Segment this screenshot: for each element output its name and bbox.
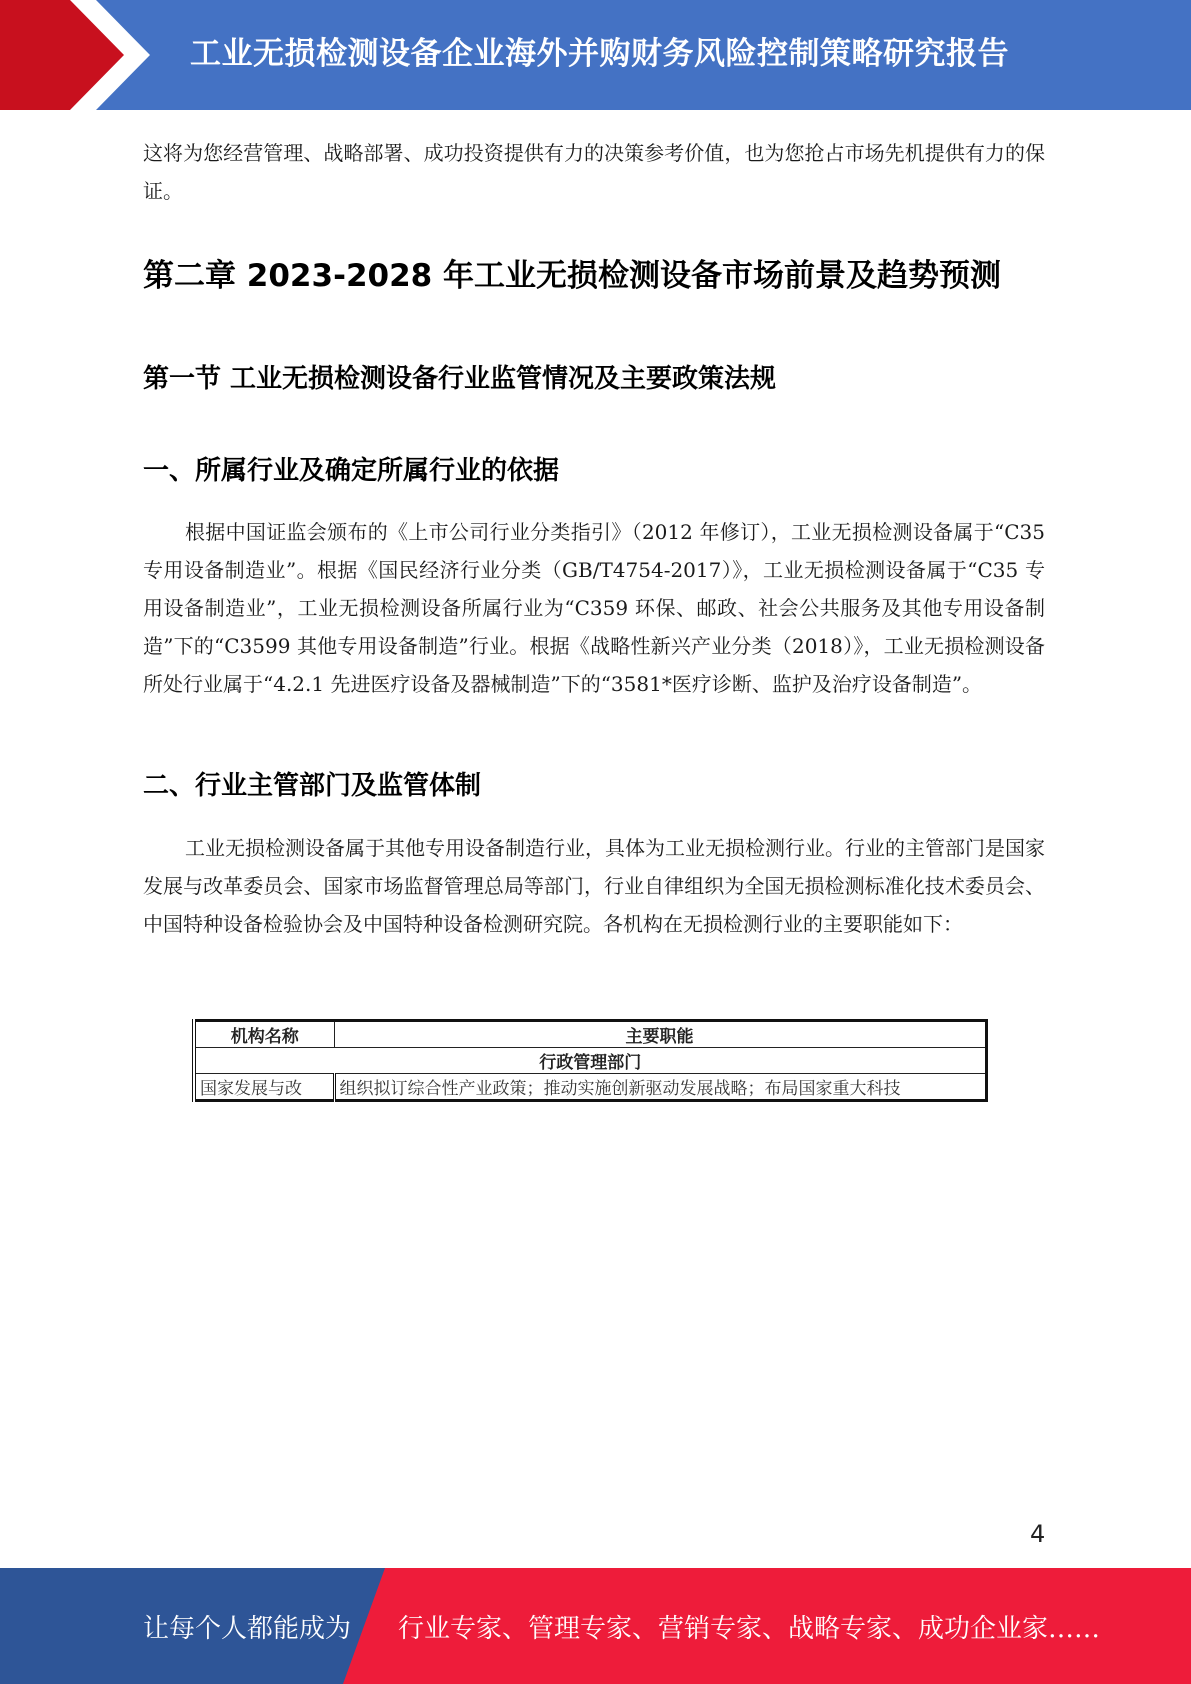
section-title: 第一节 工业无损检测设备行业监管情况及主要政策法规 <box>143 364 777 394</box>
subsection-1-body: 根据中国证监会颁布的《上市公司行业分类指引》（2012 年修订），工业无损检测设备属于“C35 专用设备制造业”。根据《国民经济行业分类（GB/T4754-2017）》，工业无损检测设备属于“C35 专用设备制造业”，工业无损检测设备所属行业为“C359 环保、邮政、社会公共服务及其他专用设备制造”下的“C3599 其他专用设备制造”行业。根据《战略性新兴产业分类（2018）》，工业无损检测设备所处行业属于“4.2.1 先进医疗设备及器械制造”下的“3581*医疗诊断、监护及治疗设备制造”。 <box>143 520 1045 696</box>
subsection-2-title: 二、行业主管部门及监管体制 <box>143 771 482 801</box>
table-cell-institution: 国家发展与改 <box>194 1074 334 1101</box>
table-header-cell: 主要职能 <box>334 1021 986 1048</box>
table-group-cell: 行政管理部门 <box>194 1048 986 1074</box>
footer-slogan-right: 行业专家、管理专家、营销专家、战略专家、成功企业家…… <box>398 1614 1101 1644</box>
institutions-table-grid <box>192 1019 988 1102</box>
intro-paragraph: 这将为您经营管理、战略部署、成功投资提供有力的决策参考价值，也为您抢占市场先机提供有力的保证。 <box>143 141 1045 203</box>
report-title: 工业无损检测设备企业海外并购财务风险控制策略研究报告 <box>190 36 1009 72</box>
table-group-row <box>194 1048 986 1074</box>
header-banner <box>0 0 1191 110</box>
footer-slogan-left: 让每个人都能成为 <box>143 1614 352 1644</box>
table-header-row <box>194 1021 986 1048</box>
institutions-table <box>192 1019 984 1102</box>
subsection-2-body: 工业无损检测设备属于其他专用设备制造行业，具体为工业无损检测行业。行业的主管部门是国家发展与改革委员会、国家市场监督管理总局等部门，行业自律组织为全国无损检测标准化技术委员会、中国特种设备检验协会及中国特种设备检测研究院。各机构在无损检测行业的主要职能如下： <box>143 836 1045 936</box>
page-number: 4 <box>1030 1520 1046 1548</box>
subsection-1-title: 一、所属行业及确定所属行业的依据 <box>143 456 560 486</box>
chapter-title: 第二章 2023-2028 年工业无损检测设备市场前景及趋势预测 <box>143 258 1002 294</box>
footer-banner <box>0 1568 1191 1684</box>
table-cell-duties: 组织拟订综合性产业政策；推动实施创新驱动发展战略；布局国家重大科技 <box>334 1074 986 1101</box>
table-header-cell: 机构名称 <box>194 1021 334 1048</box>
table-row <box>194 1074 986 1101</box>
